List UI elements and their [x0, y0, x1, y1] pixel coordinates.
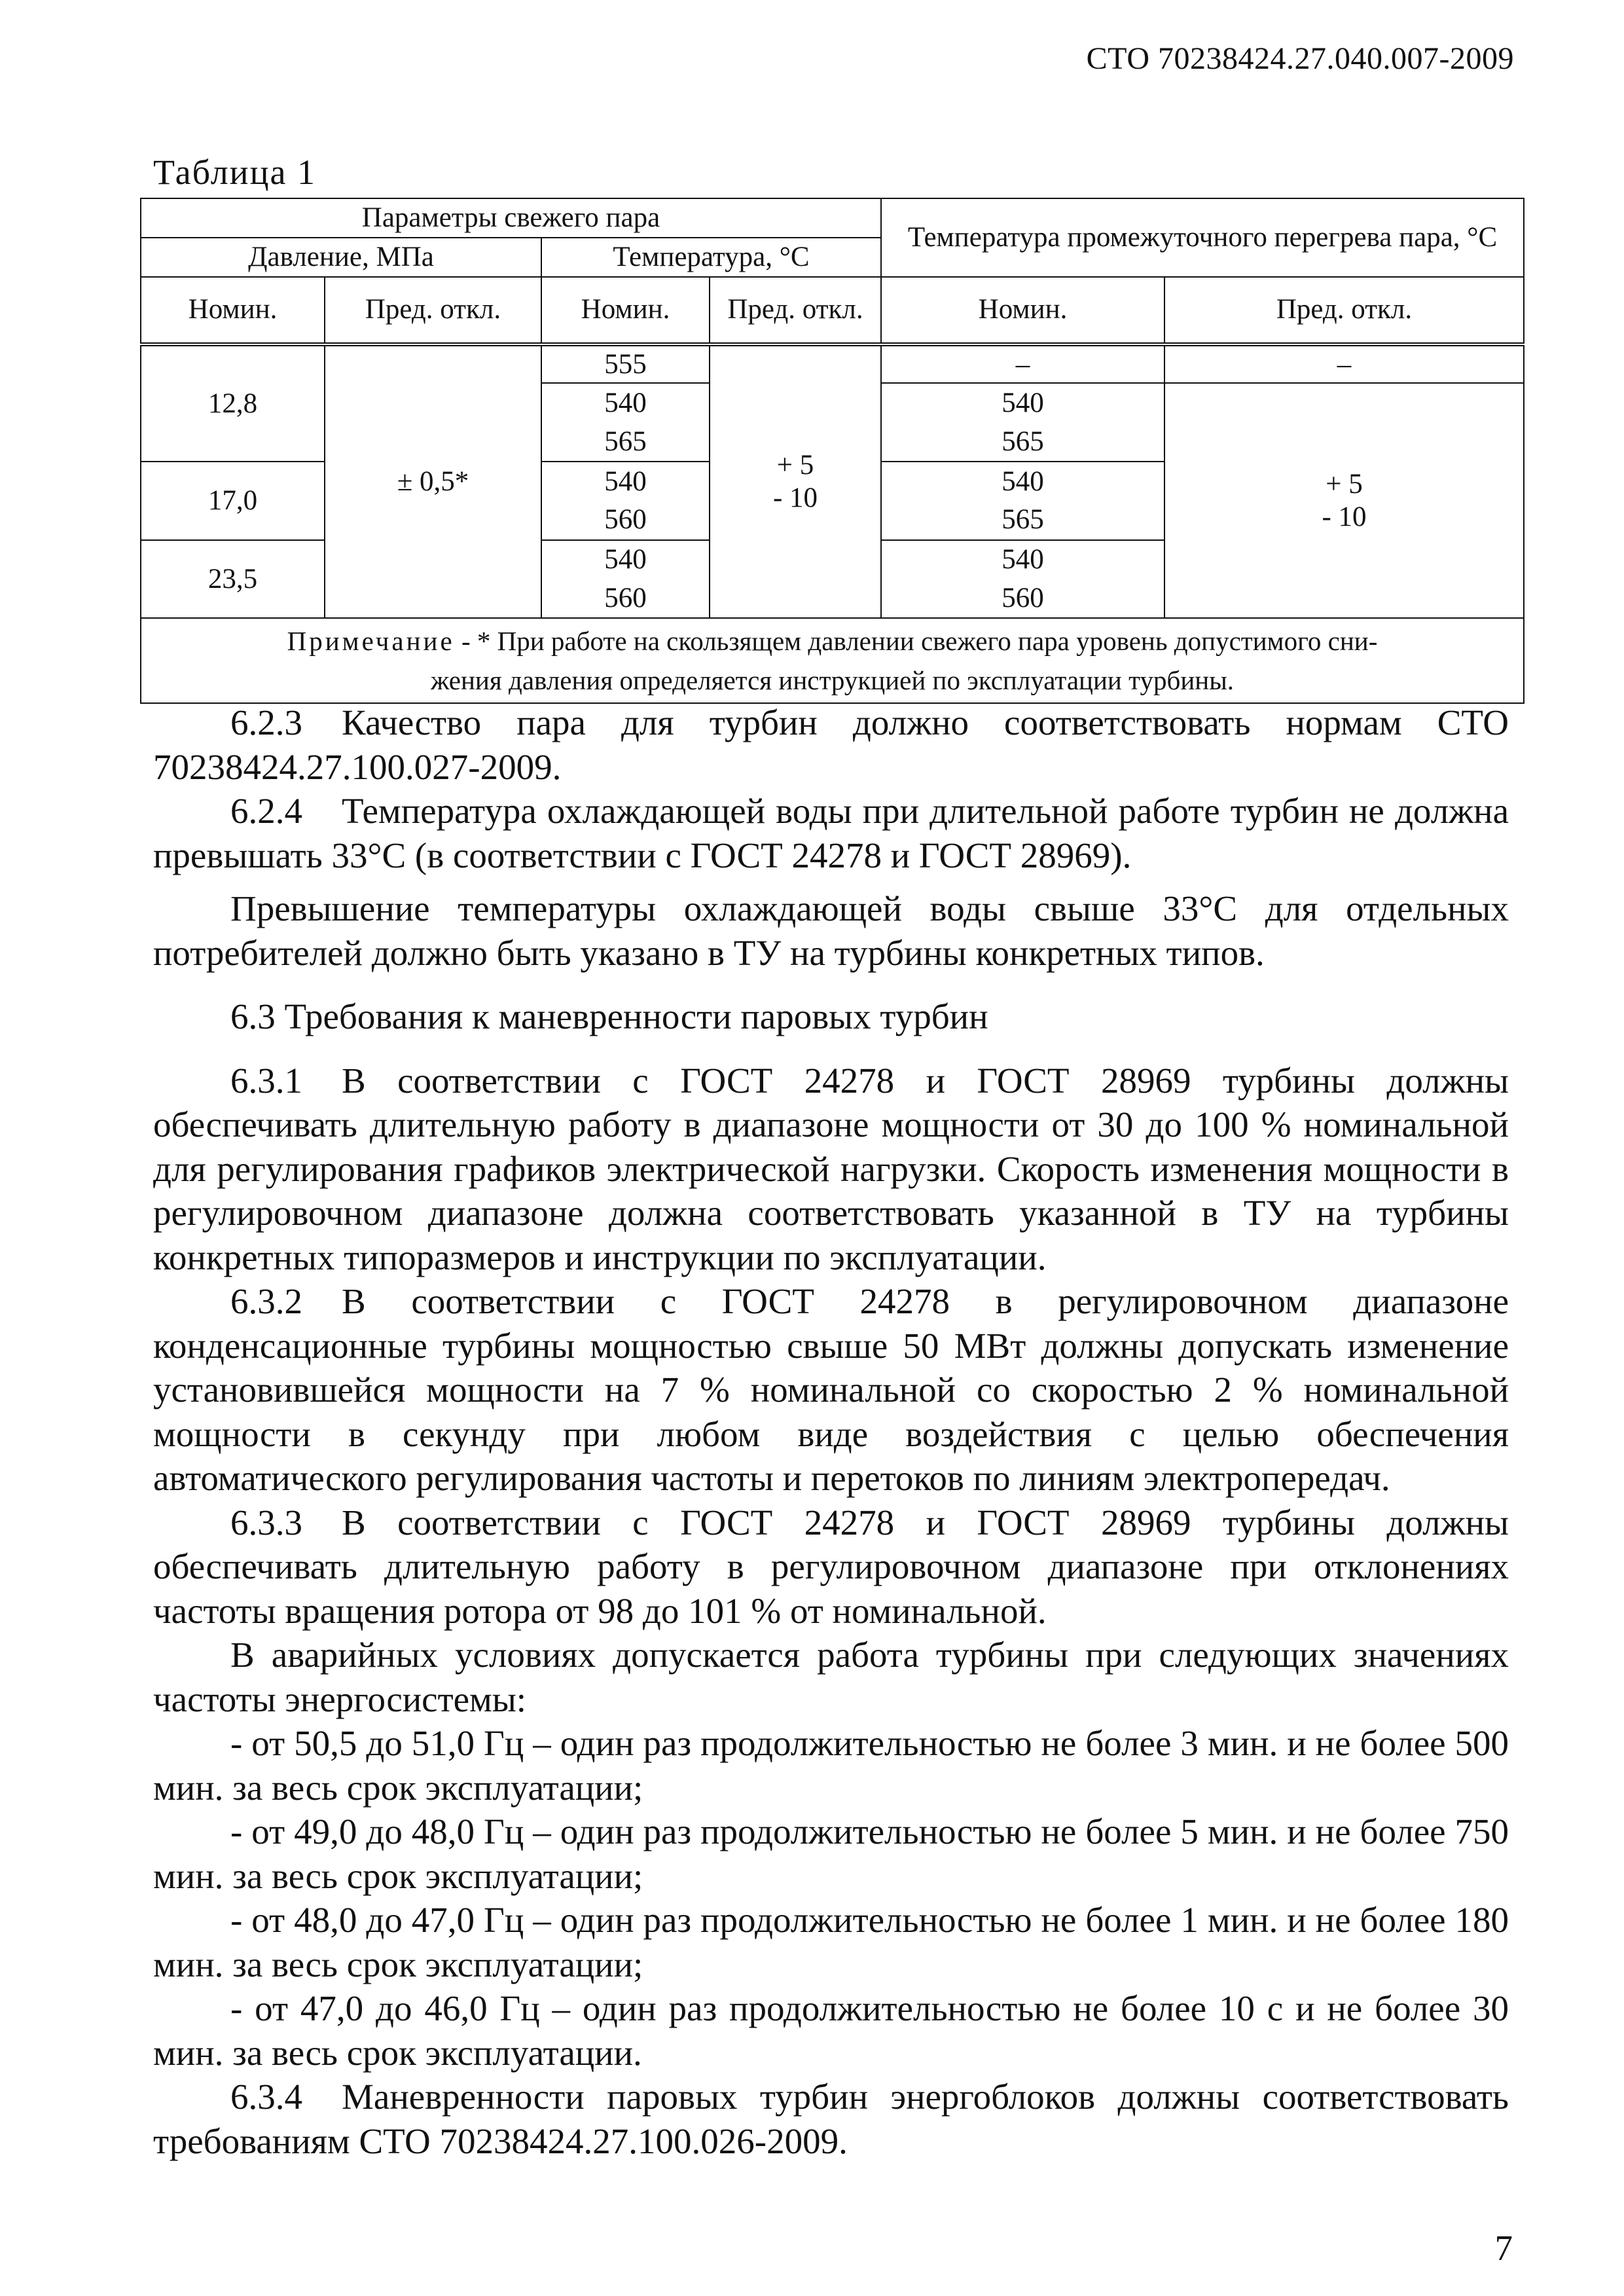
paragraph-text: В соответствии с ГОСТ 24278 и ГОСТ 28969 турбины должны обеспечивать длительную работу в регулировочном диапазоне при отклонениях частоты вращения ротора от 98 до 101 % от номинальной.: [153, 1502, 1509, 1631]
list-item: - от 47,0 до 46,0 Гц – один раз продолжительностью не более 10 с и не более 30 мин. за весь срок эксплуатации.: [153, 1988, 1509, 2073]
temperature-cell: 555: [541, 344, 710, 384]
clause-number: 6.2.3: [230, 702, 302, 742]
note-text: - * При работе на скользящем давлении свежего пара уровень допустимого сни- жения давления определяется инструкцией по эксплуатации турбины.: [430, 626, 1378, 696]
pressure-cell: 12,8: [141, 344, 325, 462]
paragraph-6-3-3-cont: В аварийных условиях допускается работа турбины при следующих значениях частоты энергосистемы:: [153, 1635, 1509, 1719]
header-temperature: Температура, °С: [541, 238, 881, 277]
document-code: СТО 70238424.27.040.007-2009: [1086, 41, 1514, 76]
paragraph-text: Качество пара для турбин должно соответствовать нормам СТО 70238424.27.100.027-2009.: [153, 702, 1509, 787]
paragraph-text: В соответствии с ГОСТ 24278 и ГОСТ 28969 турбины должны обеспечивать длительную работу в диапазоне мощности от 30 до 100 % номинальной для регулирования графиков электрической нагрузки. Скорость изменения мощности в регулировочном диапазоне должна соответствовать указанной в ТУ на турбины конкретных типоразмеров и инструкции по эксплуатации.: [153, 1060, 1509, 1277]
reheat-cell: 560: [881, 579, 1164, 618]
clause-number: 6.3.4: [230, 2077, 302, 2117]
paragraph-6-2-4-cont: Превышение температуры охлаждающей воды свыше 33°С для отдельных потребителей должно быть указано в ТУ на турбины конкретных типов.: [153, 888, 1509, 973]
reheat-cell: 540: [881, 383, 1164, 422]
note-label: Примечание: [287, 626, 455, 657]
header-reheat-deviation: Пред. откл.: [1164, 277, 1524, 344]
header-reheat-nominal: Номин.: [881, 277, 1164, 344]
paragraph-6-2-4: [153, 789, 1509, 877]
paragraph-text: Маневренности паровых турбин энергоблоков должны соответствовать требованиям СТО 70238424.27.100.026-2009.: [153, 2077, 1509, 2161]
temperature-cell: 560: [541, 501, 710, 540]
header-pressure-nominal: Номин.: [141, 277, 325, 344]
paragraph-6-2-3: [153, 701, 1509, 789]
pressure-cell: 23,5: [141, 540, 325, 619]
reheat-cell: 565: [881, 422, 1164, 462]
temperature-cell: 540: [541, 540, 710, 579]
body-text: [153, 701, 1509, 2163]
clause-number: 6.2.4: [230, 791, 302, 831]
list-item: - от 50,5 до 51,0 Гц – один раз продолжительностью не более 3 мин. и не более 500 мин. за весь срок эксплуатации;: [153, 1723, 1509, 1808]
pressure-deviation-cell: ± 0,5*: [325, 344, 541, 618]
header-temperature-deviation: Пред. откл.: [710, 277, 881, 344]
steam-parameters-table: [140, 198, 1525, 704]
header-fresh-steam: Параметры свежего пара: [141, 198, 881, 238]
paragraph-6-3-1: [153, 1059, 1509, 1280]
section-heading-6-3: 6.3 Требования к маневренности паровых турбин: [230, 996, 988, 1036]
table-note: [141, 618, 1524, 703]
header-pressure: Давление, МПа: [141, 238, 541, 277]
list-item: - от 49,0 до 48,0 Гц – один раз продолжительностью не более 5 мин. и не более 750 мин. за весь срок эксплуатации;: [153, 1812, 1509, 1896]
paragraph-6-3-2: [153, 1279, 1509, 1501]
page-number: 7: [1494, 2228, 1513, 2268]
reheat-cell: –: [881, 344, 1164, 384]
table-caption: Таблица 1: [153, 153, 316, 192]
temperature-cell: 565: [541, 422, 710, 462]
reheat-deviation-cell: –: [1164, 344, 1524, 384]
clause-number: 6.3.1: [230, 1060, 302, 1101]
reheat-cell: 540: [881, 540, 1164, 579]
clause-number: 6.3.2: [230, 1281, 302, 1321]
reheat-cell: 540: [881, 462, 1164, 501]
clause-number: 6.3.3: [230, 1502, 302, 1542]
temperature-cell: 540: [541, 383, 710, 422]
temperature-deviation-cell: + 5 - 10: [710, 344, 881, 618]
paragraph-6-3-3: [153, 1501, 1509, 1633]
reheat-deviation-cell: + 5 - 10: [1164, 383, 1524, 618]
pressure-cell: 17,0: [141, 462, 325, 540]
header-reheat-temperature: Температура промежуточного перегрева пара, °С: [881, 198, 1524, 277]
header-pressure-deviation: Пред. откл.: [325, 277, 541, 344]
temperature-cell: 540: [541, 462, 710, 501]
header-temperature-nominal: Номин.: [541, 277, 710, 344]
temperature-cell: 560: [541, 579, 710, 618]
paragraph-text: В соответствии с ГОСТ 24278 в регулировочном диапазоне конденсационные турбины мощностью свыше 50 МВт должны допускать изменение установившейся мощности на 7 % номинальной со скоростью 2 % номинальной мощности в секунду при любом виде воздействия с целью обеспечения автоматического регулирования частоты и перетоков по линиям электропередач.: [153, 1281, 1509, 1498]
list-item: - от 48,0 до 47,0 Гц – один раз продолжительностью не более 1 мин. и не более 180 мин. за весь срок эксплуатации;: [153, 1900, 1509, 1984]
paragraph-6-3-4: [153, 2075, 1509, 2163]
paragraph-text: Температура охлаждающей воды при длительной работе турбин не должна превышать 33°С (в соответствии с ГОСТ 24278 и ГОСТ 28969).: [153, 791, 1509, 875]
reheat-cell: 565: [881, 501, 1164, 540]
